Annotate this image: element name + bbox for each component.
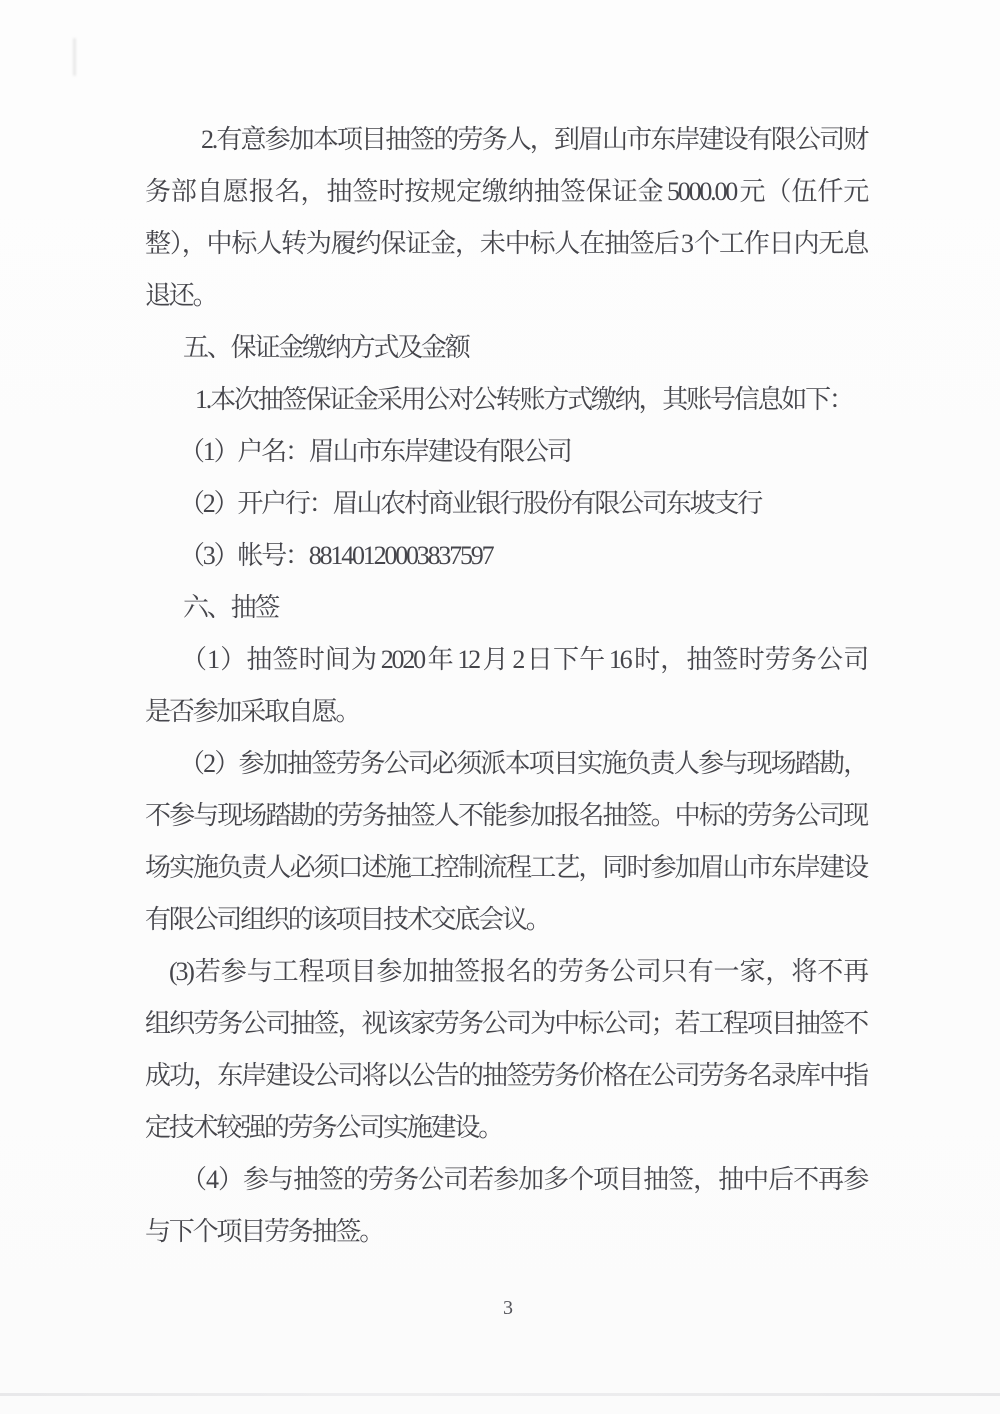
text-line: 务部自愿报名，抽签时按规定缴纳抽签保证金 5000.00 元（伍仟元 bbox=[145, 177, 867, 206]
text-line: 有限公司组织的该项目技术交底会议。 bbox=[145, 905, 550, 934]
text-line: 组织劳务公司抽签，视该家劳务公司为中标公司；若工程项目抽签不 bbox=[145, 1009, 867, 1038]
text-line: (3)若参与工程项目参加抽签报名的劳务公司只有一家，将不再 bbox=[169, 957, 867, 986]
text-line: 五、保证金缴纳方式及金额 bbox=[183, 333, 469, 362]
text-line: 整），中标人转为履约保证金，未中标人在抽签后 3 个工作日内无息 bbox=[145, 229, 867, 258]
text-line: （4）参与抽签的劳务公司若参加多个项目抽签，抽中后不再参 bbox=[181, 1165, 867, 1194]
text-line: 2.有意参加本项目抽签的劳务人，到眉山市东岸建设有限公司财 bbox=[201, 125, 867, 154]
text-line: （1）户名：眉山市东岸建设有限公司 bbox=[179, 437, 571, 466]
text-line: （1）抽签时间为 2020 年 12 月 2 日下午 16 时，抽签时劳务公司 bbox=[181, 645, 867, 674]
text-line: 不参与现场踏勘的劳务抽签人不能参加报名抽签。中标的劳务公司现 bbox=[145, 801, 867, 830]
text-line: 定技术较强的劳务公司实施建设。 bbox=[145, 1113, 503, 1142]
text-line: 退还。 bbox=[145, 281, 217, 310]
text-line: （2）参加抽签劳务公司必须派本项目实施负责人参与现场踏勘， bbox=[179, 749, 867, 778]
scan-edge-shadow bbox=[0, 1393, 1000, 1396]
text-line: 是否参加采取自愿。 bbox=[145, 697, 360, 726]
text-line: 场实施负责人必须口述施工控制流程工艺，同时参加眉山市东岸建设 bbox=[145, 853, 867, 882]
text-line: 六、抽签 bbox=[183, 593, 279, 622]
text-line: 成功，东岸建设公司将以公告的抽签劳务价格在公司劳务名录库中指 bbox=[145, 1061, 867, 1090]
page-number: 3 bbox=[503, 1297, 513, 1319]
text-line: 与下个项目劳务抽签。 bbox=[145, 1217, 384, 1246]
scan-smudge-artifact bbox=[73, 38, 76, 76]
document-text-block bbox=[145, 114, 867, 1258]
text-line: （3）帐号：88140120003837597 bbox=[179, 541, 493, 570]
text-line: （2）开户行：眉山农村商业银行股份有限公司东坡支行 bbox=[179, 489, 762, 518]
text-line: 1.本次抽签保证金采用公对公转账方式缴纳，其账号信息如下： bbox=[195, 385, 853, 414]
